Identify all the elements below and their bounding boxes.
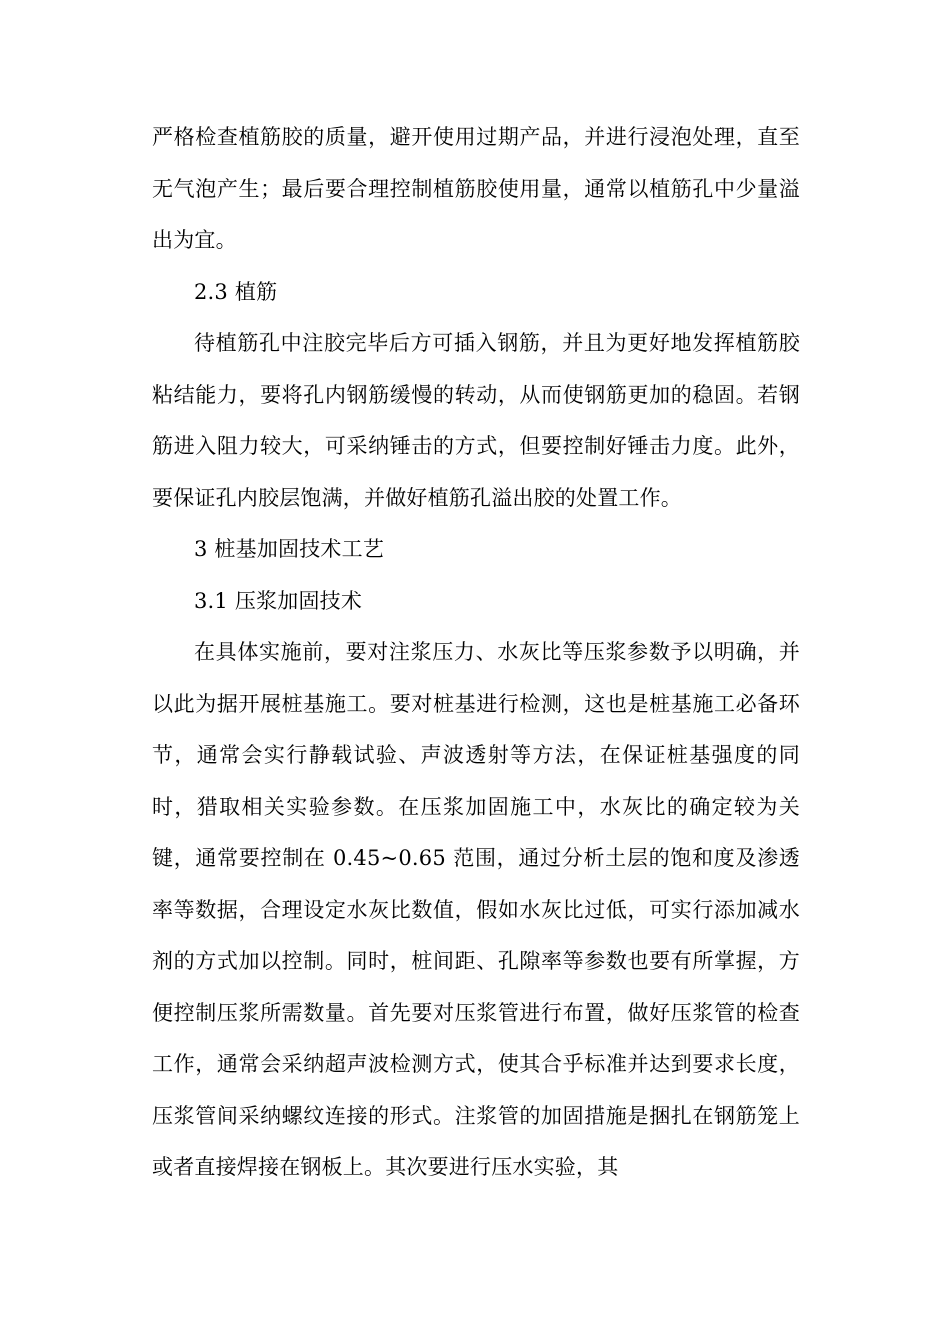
paragraph-grouting-reinforcement: 在具体实施前，要对注浆压力、水灰比等压浆参数予以明确，并以此为据开展桩基施工。要对桩基进行检测，这也是桩基施工必备环节，通常会实行静载试验、声波透射等方法，在保证桩基强度的同时，猎取相关实验参数。在压浆加固施工中，水灰比的确定较为关键，通常要控制在 0.45~0.65 范围，通过分析土层的饱和度及渗透率等数据，合理设定水灰比数值，假如水灰比过低，可实行添加减水剂的方式加以控制。同时，桩间距、孔隙率等参数也要有所掌握，方便控制压浆所需数量。首先要对压浆管进行布置，做好压浆管的检查工作，通常会采纳超声波检测方式，使其合乎标准并达到要求长度，压浆管间采纳螺纹连接的形式。注浆管的加固措施是捆扎在钢筋笼上或者直接焊接在钢板上。其次要进行压水实验，其 [152, 640, 800, 1179]
section-heading-3-1: 3.1 压浆加固技术 [194, 588, 363, 613]
paragraph-rebar-planting: 待植筋孔中注胶完毕后方可插入钢筋，并且为更好地发挥植筋胶粘结能力，要将孔内钢筋缓慢的转动，从而使钢筋更加的稳固。若钢筋进入阻力较大，可采纳锤击的方式，但要控制好锤击力度。此外，要保证孔内胶层饱满，并做好植筋孔溢出胶的处置工作。 [152, 331, 800, 510]
section-heading-3: 3 桩基加固技术工艺 [194, 537, 385, 561]
document-body [152, 112, 800, 1194]
section-heading-2-3: 2.3 植筋 [194, 279, 278, 304]
paragraph-continuation: 严格检查植筋胶的质量，避开使用过期产品，并进行浸泡处理，直至无气泡产生；最后要合理控制植筋胶使用量，通常以植筋孔中少量溢出为宜。 [152, 125, 800, 252]
